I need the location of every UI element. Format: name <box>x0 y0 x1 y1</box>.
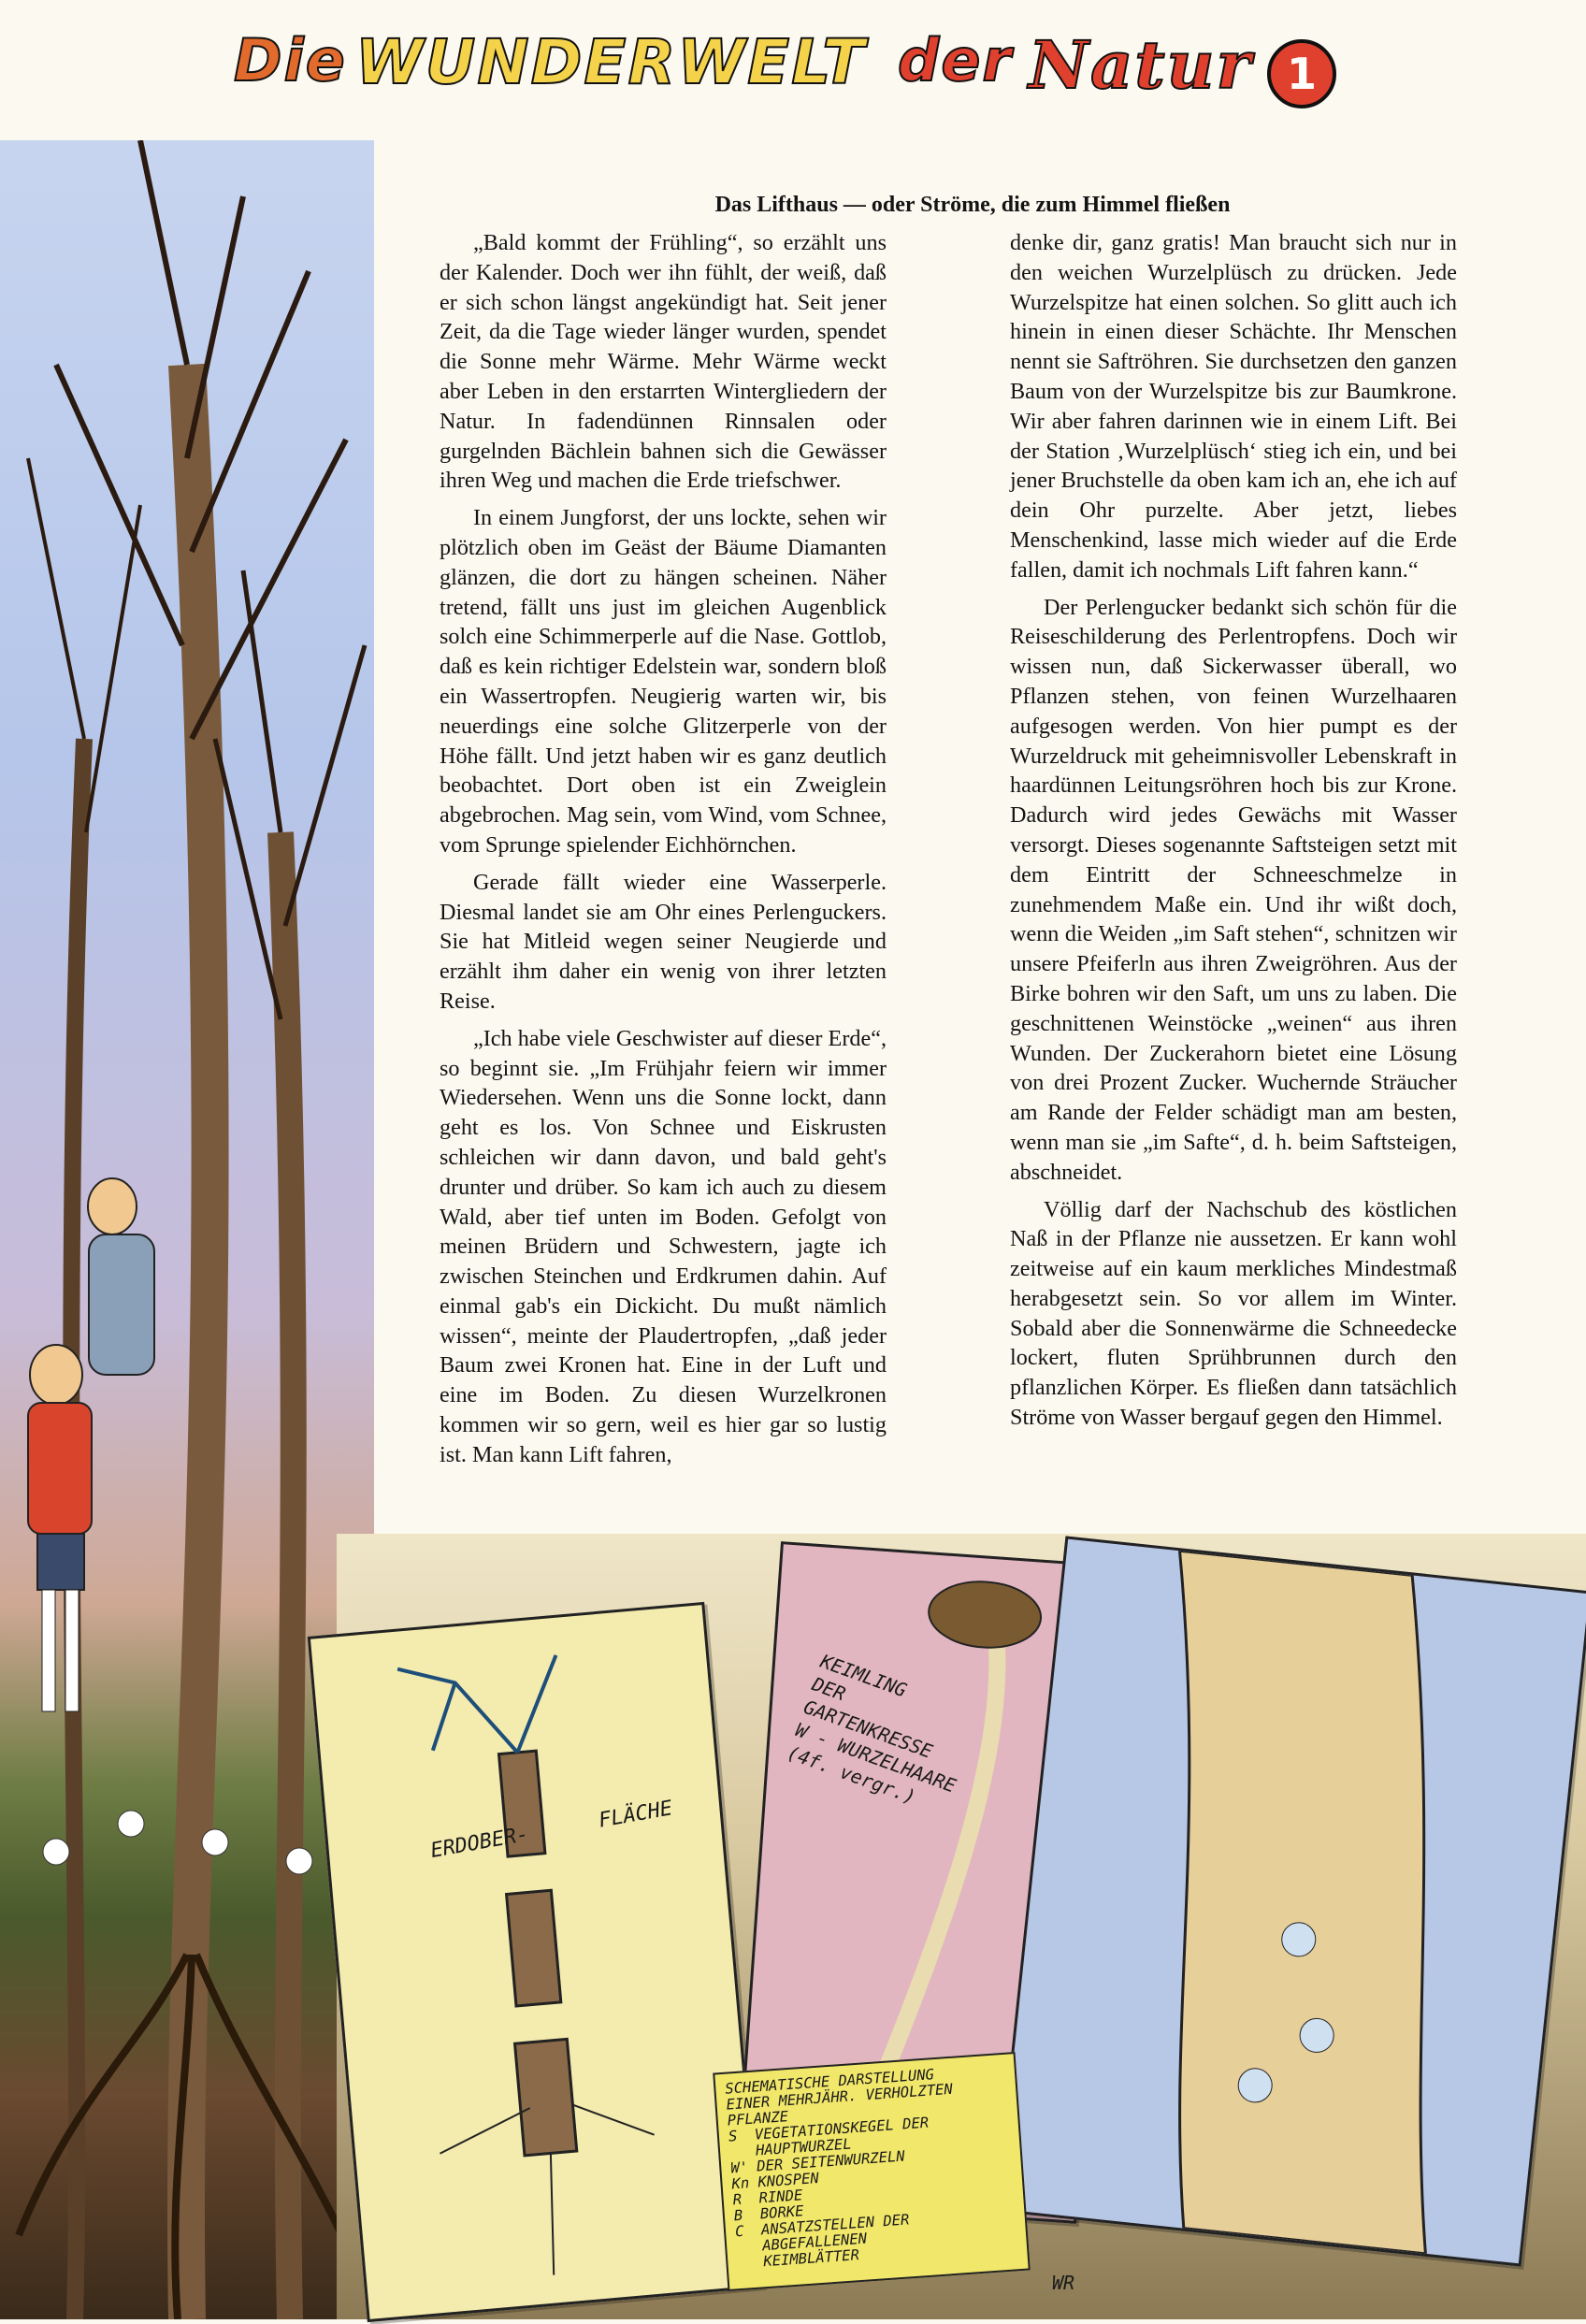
trunk-section-drawing <box>998 1539 1586 2264</box>
label-erdoberflaeche-1: ERDOBER- <box>428 1822 531 1864</box>
paragraph: Der Perlengucker bedankt sich schön für die Reiseschilderung des Perlentropfens. Doch wir wissen nun, daß Sickerwasser überall, wo Pflanzen stehen, von feinen Wurzelhaaren aufgesogen werden. Von hier pumpt es der Wurzeldruck mit geheimnisvoller Lebenskraft in haardünnen Leitungsröhren hoch bis zur Krone. Dadurch wird jedes Gewächs mit Wasser versorgt. Dieses sogenannte Saftsteigen setzt mit dem Eintritt der Schneeschmelze in zunehmendem Maße ein. Und ihr wißt doch, wenn die Weiden „im Saft stehen“, schnitzen wir unsere Pfeiferln aus ihren Zweigröhren. Aus der Birke bohren wir den Saft, um uns zu laben. Die geschnittenen Weinstöcke „weinen“ aus ihren Wunden. Der Zuckerahorn bietet eine Lösung von drei Prozent Zucker. Wuchernde Sträucher am Rande der Felder schädigt man am besten, wenn man sie „im Safte“, d. h. beim Saftsteigen, abschneidet. <box>1010 594 1457 1185</box>
label-keimling-kresse: KEIMLING DER GARTENKRESSE W - WURZELHAARE (4f. vergr.) <box>784 1649 959 1809</box>
paragraph: In einem Jungforst, der uns lockte, sehen wir plötzlich oben im Geäst der Bäume Diamanten glänzen, die dort zu hängen scheinen. Näher tretend, fällt uns just im gleichen Augenblick solch eine Schimmerperle auf die Nase. Gottlob, daß es kein richtiger Edelstein war, sondern bloß ein Wassertropfen. Neugierig warten wir, bis neuerdings eine solche Glitzerperle von der Höhe fällt. Und jetzt haben wir es ganz deutlich beobachtet. Dort oben ist ein Zweiglein abgebrochen. Mag sein, vom Wind, vom Schnee, vom Sprunge spielender Eichhörnchen. <box>440 505 887 858</box>
tree-trunk-card <box>995 1536 1586 2266</box>
paragraph: „Bald kommt der Frühling“, so erzählt uns der Kalender. Doch wer ihn fühlt, der weiß, daß er sich schon längst angekündigt hat. Seit jener Zeit, da die Tage wieder länger wurden, spendet die Sonne mehr Wärme. Mehr Wärme weckt aber Leben in den erstarrten Wintergliedern der Natur. In fadendünnen Rinnsalen oder gurgelnden Bächlein bahnen sich die Gewässer ihren Weg und machen die Erde triefschwer. <box>440 230 887 494</box>
schema-legend-box <box>713 2052 1031 2291</box>
paragraph: Völlig darf der Nachschub des köstlichen Naß in der Pflanze nie aussetzen. Er kann wohl zeitweise auf ein kaum merkliches Mindestmaß herabgesetzt sein. So vor allem im Winter. Sobald aber die Sonnenwärme die Schneedecke lockert, fluten Sprühbrunnen durch den pflanzlichen Körper. Es fließen dann tatsächlich Ströme von Wasser bergauf gegen den Himmel. <box>1010 1196 1457 1431</box>
plant-schema-card <box>308 1602 765 2322</box>
label-erdoberflaeche-2: FLÄCHE <box>597 1797 674 1833</box>
article-column-1 <box>440 228 887 1478</box>
forest-illustration-left <box>0 84 374 2319</box>
issue-number-badge: 1 <box>1267 39 1336 108</box>
paragraph: Gerade fällt wieder eine Wasserperle. Diesmal landet sie am Ohr eines Perlenguckers. Sie hat Mitleid wegen seiner Neugierde und erzählt ihm daher ein wenig von ihrer letzten Reise. <box>440 869 887 1014</box>
title-natur: Natur <box>1029 26 1253 104</box>
plant-schema-drawing <box>310 1605 761 2319</box>
title-der: der <box>898 26 1014 94</box>
title-wunderwelt: WUNDERWELT <box>355 26 867 98</box>
title-die: Die <box>234 26 347 94</box>
schema-legend-text: SCHEMATISCHE DARSTELLUNG EINER MEHRJÄHR. VERHOLZTEN PFLANZE S VEGETATIONSKEGEL DER HAUPTWURZEL W' DER SEITENWURZELN Kn KNOSPEN R RINDE B BORKE C ANSATZSTELLEN DER ABGEFALLENEN KEIMBLÄTTER <box>724 2066 954 2273</box>
article-subtitle: Das Lifthaus — oder Ströme, die zum Himmel fließen <box>714 193 1231 217</box>
paragraph: denke dir, ganz gratis! Man braucht sich nur in den weichen Wurzelplüsch zu drücken. Jede Wurzelspitze hat einen solchen. So glitt auch ich hinein in einen dieser Schächte. Ihr Menschen nennt sie Saftröhren. Sie durchsetzen den ganzen Baum von der Wurzelspitze bis zur Baumkrone. Wir aber fahren darinnen wie in einem Lift. Bei der Station ‚Wurzelplüsch‘ stieg ich ein, und bei jener Bruchstelle da oben kam ich an, ehe ich auf dein Ohr purzelte. Aber jetzt, liebes Menschenkind, lasse mich wieder auf die Erde fallen, damit ich nochmals Lift fahren kann.“ <box>1010 230 1457 583</box>
children-figures <box>28 1178 154 1711</box>
artist-signature: WR <box>1052 2272 1075 2294</box>
article-column-2 <box>1010 228 1457 1440</box>
paragraph: „Ich habe viele Geschwister auf dieser Erde“, so beginnt sie. „Im Frühjahr feiern wir immer Wiedersehen. Wenn uns die Sonne lockt, dann geht es los. Von Schnee und Eiskrusten schleichen wir dann davon, und bald geht's drunter und drüber. So kam ich auch zu diesem Wald, aber tief unten im Boden. Gefolgt von meinen Brüdern und Schwestern, jagte ich zwischen Steinchen und Erdkrumen dahin. Auf einmal gab's ein Dickicht. Du mußt nämlich wissen“, meinte der Plaudertropfen, „daß jeder Baum zwei Kronen hat. Eine in der Luft und eine im Boden. Zu diesen Wurzelkronen kommen wir so gern, weil es hier gar so lustig ist. Man kann Lift fahren, <box>440 1025 887 1467</box>
trees-children-drawing <box>0 84 374 2319</box>
